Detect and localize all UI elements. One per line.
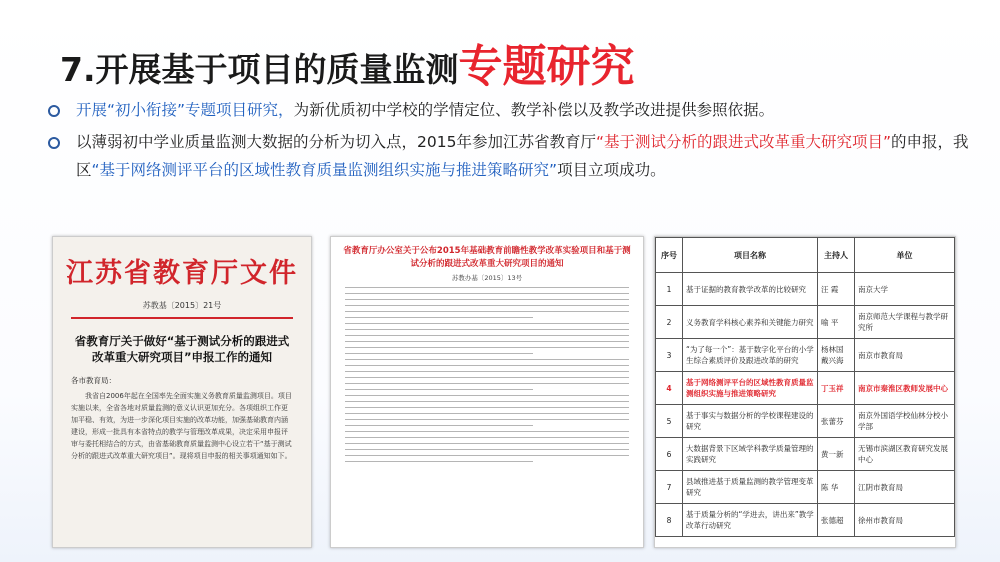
text-line — [345, 317, 533, 318]
document-announcement-image — [330, 236, 644, 548]
bullet1-text: 为新优质初中学校的学情定位、教学补偿以及教学改进提供参照依据。 — [293, 101, 775, 119]
table-row: 5 基于事实与数据分析的学校课程建设的研究 张蕾芬 南京外国语学校仙林分校小学部 — [656, 405, 955, 438]
table-row: 8 基于质量分析的“学进去，讲出来”教学改革行动研究 张德超 徐州市教育局 — [656, 504, 955, 537]
text-line — [345, 341, 629, 342]
text-line — [345, 305, 629, 306]
document-addressee: 各市教育局： — [71, 376, 116, 385]
text-line — [345, 311, 629, 312]
title-main: 7.开展基于项目的质量监测 — [60, 50, 459, 89]
table-row: 7 县域推进基于质量监测的教学管理变革研究 陈 华 江阴市教育局 — [656, 471, 955, 504]
project-table — [655, 237, 955, 537]
text-line — [345, 293, 629, 294]
bullet-circle-icon — [48, 137, 60, 149]
text-line — [345, 347, 629, 348]
text-line — [345, 335, 629, 336]
text-line — [345, 323, 629, 324]
header-index: 序号 — [656, 238, 683, 273]
text-line — [345, 359, 629, 360]
text-line — [345, 383, 629, 384]
text-line — [345, 461, 533, 462]
title-accent: 专题研究 — [458, 41, 635, 92]
bullet-item-2 — [40, 128, 985, 184]
announcement-header: 省教育厅办公室关于公布2015年基础教育前瞻性教学改革实验项目和基于测试分析的跟进式改革重大研究项目的通知 — [343, 246, 631, 269]
text-line — [345, 419, 629, 420]
text-line — [345, 437, 629, 438]
red-rule-divider — [71, 317, 293, 319]
table-row: 2 义务教育学科核心素养和关键能力研究 喻 平 南京师范大学课程与教学研究所 — [656, 306, 955, 339]
table-row-highlighted: 4 基于网络测评平台的区域性教育质量监测组织实施与推进策略研究 丁玉祥 南京市秦淮区教师发展中心 — [656, 372, 955, 405]
document-number: 苏教基〔2015〕21号 — [142, 301, 222, 310]
header-project-name: 项目名称 — [683, 238, 818, 273]
bullet2-text-c: 的申报，我区 — [76, 133, 969, 179]
slide-title — [60, 30, 635, 94]
text-line — [345, 395, 629, 396]
text-line — [345, 449, 629, 450]
header-host: 主持人 — [818, 238, 855, 273]
text-line — [345, 377, 629, 378]
document-header: 江苏省教育厅文件 — [66, 258, 298, 289]
document-subject: 省教育厅关于做好“基于测试分析的跟进式改革重大研究项目”申报工作的通知 — [74, 334, 290, 364]
text-line — [345, 425, 533, 426]
table-row: 6 大数据背景下区域学科教学质量管理的实践研究 黄一新 无锡市滨湖区教育研究发展中心 — [656, 438, 955, 471]
text-line — [345, 299, 629, 300]
table-header-row — [656, 238, 955, 273]
text-line — [345, 353, 533, 354]
bullet-item-1 — [40, 96, 985, 124]
bullet2-highlight-blue: “基于网络测评平台的区域性教育质量监测组织实施与推进策略研究” — [91, 161, 558, 179]
bullet2-text-a: 以薄弱初中学业质量监测大数据的分析为切入点，2015年参加江苏省教育厅 — [76, 133, 596, 151]
document-body: 我省自2006年起在全国率先全面实施义务教育质量监测项目。项目实施以来，全省各地对质量监测的意义认识更加充分。各项组织工作更加平稳、有效，为进一步深化项目实施的改革功能，加强基础教育内涵建设，形成一批具有本省特点的教学与管理改革成果，决定采用申报评审与委托相结合的方式，由省基础教育质量监测中心设立若干“基于测试分析的跟进式改革重大研究项目”。现将项目申报的相关事项通知如下。 — [71, 392, 292, 460]
text-line — [345, 389, 533, 390]
text-line — [345, 431, 629, 432]
bullet-circle-icon — [48, 105, 60, 117]
text-line — [345, 455, 629, 456]
bullet-list — [40, 96, 985, 188]
bullet1-highlight: 开展“初小衔接”专题项目研究， — [76, 101, 294, 119]
document-notice-image — [52, 236, 312, 548]
announcement-number: 苏教办基〔2015〕13号 — [451, 274, 523, 282]
project-table-image — [654, 236, 956, 548]
text-line — [345, 287, 629, 288]
text-line — [345, 365, 629, 366]
text-line — [345, 443, 629, 444]
table-row: 3 “为了每一个”：基于数字化平台的小学生综合素质评价及跟进改革的研究 杨林国 戴兴海 南京市教育局 — [656, 339, 955, 372]
text-line — [345, 407, 629, 408]
text-line — [345, 401, 629, 402]
text-line — [345, 329, 629, 330]
bullet2-highlight-red: “基于测试分析的跟进式改革重大研究项目” — [595, 133, 892, 151]
table-row: 1 基于证据的教育教学改革的比较研究 汪 霞 南京大学 — [656, 273, 955, 306]
text-line — [345, 371, 629, 372]
announcement-text-lines — [331, 287, 643, 462]
bullet2-text-e: 项目立项成功。 — [557, 161, 666, 179]
header-unit: 单位 — [855, 238, 955, 273]
text-line — [345, 413, 629, 414]
